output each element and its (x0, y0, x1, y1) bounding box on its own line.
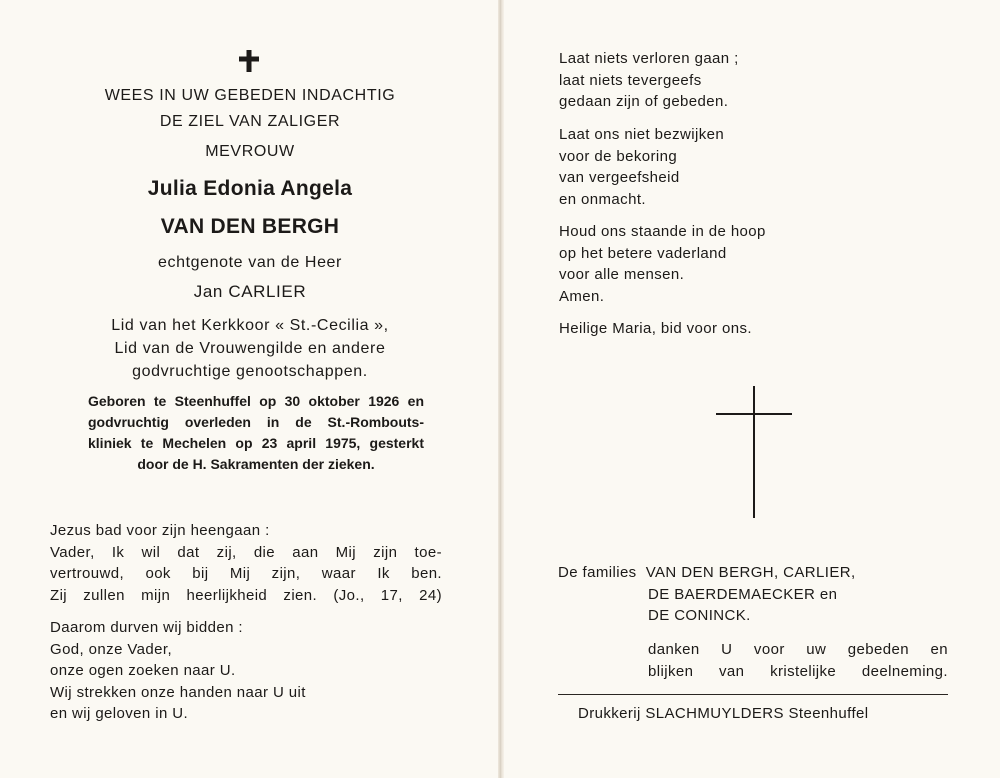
stanza-line: van vergeefsheid (559, 169, 680, 186)
stanza-line: laat niets tevergeefs (559, 71, 702, 89)
thanks-line: blijken van kristelijke deelneming. (648, 663, 948, 680)
spouse-name: Jan CARLIER (193, 282, 307, 301)
family-name: DE CONINCK. (648, 607, 751, 624)
families-intro: De families (558, 564, 637, 581)
scripture-line: Zij zullen mijn heerlijkheid zien. (Jo., 17, 24) (50, 586, 442, 604)
prayer-line: Wij strekken onze handen naar U uit (50, 683, 306, 701)
families-block (558, 562, 958, 627)
stanza-line: Laat ons niet bezwijken (559, 126, 725, 143)
scripture-line: vertrouwd, ook bij Mij zijn, waar Ik ben. (50, 565, 442, 582)
header-lines (40, 83, 460, 165)
small-cross-icon (236, 48, 262, 74)
large-cross-icon (716, 386, 792, 518)
stanza-line: gedaan zijn of gebeden. (559, 93, 729, 110)
bio-line: kliniek te Mechelen op 23 april 1975, gesterkt (88, 435, 424, 451)
bio-block (88, 391, 424, 475)
membership-line: godvruchtige genootschappen. (132, 363, 368, 380)
thanks-block (648, 639, 948, 683)
printer-credit: Drukkerij SLACHMUYLDERS Steenhuffel (578, 705, 869, 722)
scripture-line: Jezus bad voor zijn heengaan : (50, 522, 270, 539)
bio-line: godvruchtig overleden in de St.-Rombouts- (88, 414, 424, 430)
header-line: DE ZIEL VAN ZALIGER (159, 113, 341, 130)
bio-line: door de H. Sakramenten der zieken. (137, 456, 375, 472)
family-name: VAN DEN BERGH, CARLIER, (645, 564, 856, 581)
thanks-line: danken U voor uw gebeden en (648, 641, 948, 658)
stanza-1 (559, 48, 859, 113)
scripture-line: Vader, Ik wil dat zij, die aan Mij zijn toe- (50, 543, 442, 561)
prayer-block (50, 617, 442, 725)
prayer-line: God, onze Vader, (50, 640, 173, 658)
given-names: Julia Edonia Angela (147, 177, 353, 200)
families-row (558, 562, 958, 584)
memberships (40, 314, 460, 383)
stanza-line: op het betere vaderland (559, 244, 727, 262)
header-line: MEVROUW (205, 143, 295, 160)
membership-line: Lid van de Vrouwengilde en andere (114, 340, 386, 357)
spouse-intro: echtgenote van de Heer (158, 254, 342, 271)
surname: VAN DEN BERGH (160, 215, 340, 238)
stanza-line: Houd ons staande in de hoop (559, 223, 766, 240)
bio-line: Geboren te Steenhuffel op 30 oktober 1926 en (88, 393, 424, 409)
header-line: WEES IN UW GEBEDEN INDACHTIG (104, 87, 396, 104)
family-name: DE BAERDEMAECKER en (648, 585, 838, 603)
divider-rule (558, 694, 948, 695)
stanza-line: en onmacht. (559, 190, 646, 208)
membership-line: Lid van het Kerkkoor « St.-Cecilia », (111, 317, 389, 334)
prayer-line: Daarom durven wij bidden : (50, 619, 243, 636)
stanza-line: Laat niets verloren gaan ; (559, 50, 739, 67)
scripture-block (50, 520, 442, 606)
prayer-line: onze ogen zoeken naar U. (50, 662, 236, 679)
stanza-2 (559, 124, 859, 210)
stanza-line: voor alle mensen. (559, 266, 685, 283)
stanza-line: Amen. (559, 287, 605, 305)
closing-line: Heilige Maria, bid voor ons. (559, 320, 752, 337)
prayer-line: en wij geloven in U. (50, 705, 189, 722)
stanza-line: voor de bekoring (559, 147, 678, 165)
stanza-3 (559, 221, 859, 307)
